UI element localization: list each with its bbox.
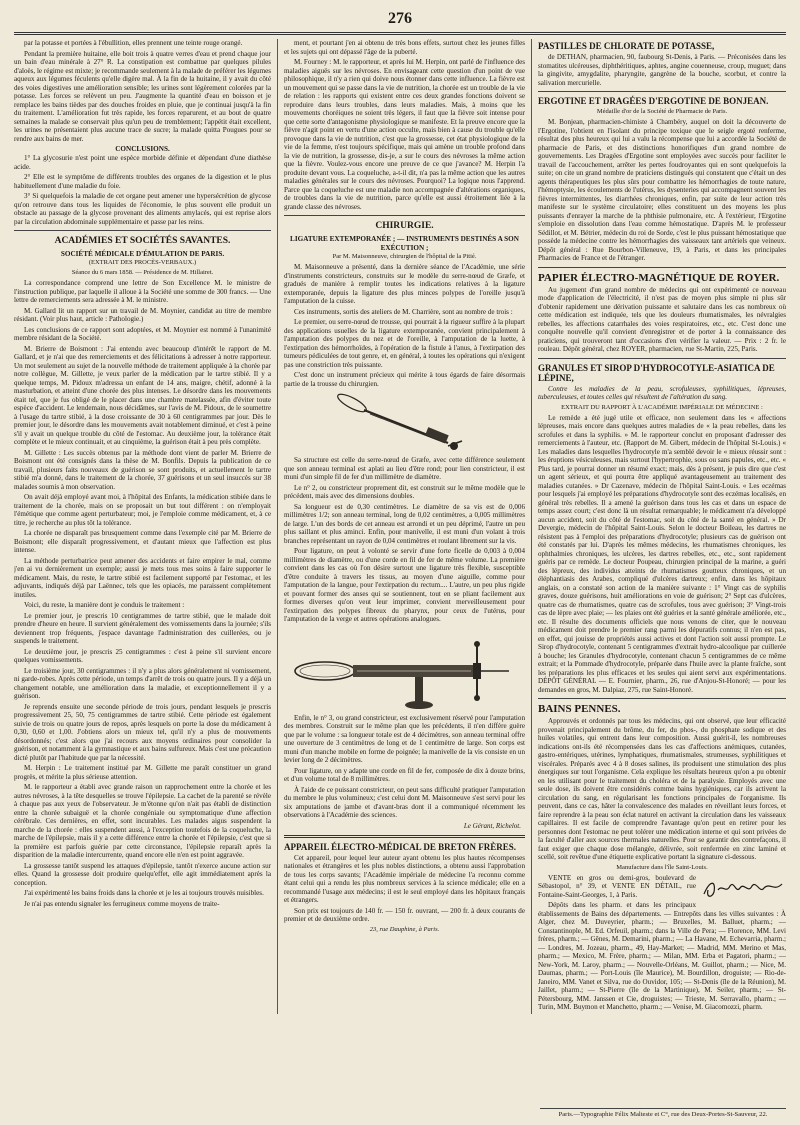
paragraph: Pendant la première huitaine, elle boit trois à quatre verres d'eau et prend chaque jour un bain d'eau minérale à 27° R. La constipation est combattue par quelques pilules d'aloès, le régime est mixte; je recommande seulement à la malade de préférer les légumes aqueux aux légumes féculents qu'elle digère mal. À la fin de la huitaine, il y avait du côté des voies digestives une amélioration sensible; les urines sont légèrement colorées par la potasse. Les forces se relèvent un peu. J'augmente la quantité d'eau en boisson et je remplace les bains tièdes par des douches froides en pluie, que je continuai jusqu'à la fin du traitement. L'amélioration fut très rapide, les forces reparurent, et au bout de quatre semaines la malade se conservait plus qu'un peu de tremblement; l'appétit était excellent, les urines ne présentaient plus aucune trace de sucre; la malade quitta Pougues pour se rendre aux bains de mer. — [14, 49, 271, 143]
session-date: Séance du 6 mars 1858. — Présidence de M. Hillairet. — [71, 269, 214, 276]
ad-breton-body: Cet appareil, pour lequel leur auteur ayant obtenu les plus hautes récompenses nationales et étrangères et les plus nobles distinctions, a obtenu aussi l'approbation de tous les corps savants; l'Académie impériale de médecine l'a reconnu comme étant celui qui a rendu les plus nombreux services à la science médicale; elle en a recommandé l'usage aux médecins; il est le seul employé dans les hôpitaux français et étrangers. — [284, 853, 525, 904]
ad-ergotine-title: ERGOTINE ET DRAGÉES D'ERGOTINE DE BONJEAN. — [538, 96, 769, 106]
paragraph: Pour ligature, on peut à volonté se servir d'une forte ficelle de 0,003 à 0,004 millimètres de diamètre, ou d'une corde en fil de fer de même volume. La première convient dans les cas où l'on désire surtout une ligature très flexible, susceptible d'être conduite à travers les tissus, au moyen d'une aiguille, comme pour l'amputation de la langue, pour l'extirpation du rectum.... L'autre, un peu plus rigide et pouvant former des anses qui se soutiennent, tout en se pliant facilement aux formes diverses qu'on veut leur imprimer, convient merveilleusement pour l'extirpation des polypes fibreux du pharynx, pour ceux de l'utérus, pour l'amputation de la verge et autres opérations analogues. — [284, 547, 525, 623]
paragraph: La correspondance comprend une lettre de Son Excellence M. le ministre de l'instruction publique, par laquelle il alloue à la Société une somme de 300 francs. — Une lettre de remerciements sera adressée à M. le ministre. — [14, 279, 271, 304]
page-number: 276 — [388, 10, 412, 27]
ad-pastilles-title: PASTILLES DE CHLORATE DE POTASSE, — [538, 41, 715, 51]
ad-bains-depots: Dépôts dans les pharm. et dans les principaux établissements de Bains des départements. — Entrepôts dans les villes suivantes : À Alger, chez M. Duveyrier, pharm.; — Bruxelles, M. Balluet, pharm.; — Constantinople, M. Ed. Orfeuil, pharm.; dans la Ville de Pera; — Florence, MM. Levi frères, pharm.; — Gênes, M. Demarini, pharm.; — La Havane, M. Echevarria, pharm.; — Londres, M. Jozeau, pharm., 49, Hay-Market; — Madrid, MM. Merino et Mas, pharm.; — Mexico, M. Frère, pharm.; — Milan, MM. Erba et Pagatori, pharm.; — New-York, M. Laroy, pharm.; — Nouvelle-Orléans, M. Guillot, pharm.; — Nice, M. Daumas, pharm.; — Port-Louis (île Maurice), M. Bourdillon, droguiste; — Rio-de-Janeiro, MM. Vanet et Silva, rue do Ouvidor, 105; — St-Denis (île de la Réunion), M. Jaillet, pharm.; — St-Pierre (île de la Martinique), M. Seiler, pharm.; — St-Pétersbourg, MM. Janssen et Cie, droguistes; — Trieste, M. Serravallo, pharm.; — Turin, MM. Buymon et Manchetto, pharm.; — Venise, M. Giacomozzi, pharm. — [538, 901, 786, 1011]
paragraph: La chorée ne disparaît pas brusquement comme dans l'exemple cité par M. Brierre de Boismont; elle disparaît progressivement, et d'autant mieux que l'affection est plus intense. — [14, 529, 271, 554]
paragraph: Les conclusions de ce rapport sont adoptées, et M. Moynier est nommé à l'unanimité membre résidant de la Société. — [14, 325, 271, 342]
handwritten-signature — [700, 876, 786, 900]
paragraph: Pour ligature, on y adapte une corde en fil de fer, composée de dix à douze brins, et d'un volume total de 8 millimètres. — [284, 766, 525, 783]
divider — [538, 358, 786, 359]
divider — [538, 698, 786, 699]
paragraph: M. le rapporteur a établi avec grande raison un rapprochement entre la chorée et les autres névroses, à la tête desquelles se trouve l'épilepsie. La cachet de la parenté se révèle à chaque pas aux yeux de l'observateur. Je m'étonne qu'on n'ait pas établi de distinction entre la chorée subaiguë et la chorée congéniale ou symptomatique d'une affection cérébrale. Ces dernières, en effet, sont incurables. Les malades aigus suspendent la marche de la chorée : elles suspendent aussi, à l'exception toutefois de la coqueluche, la marche de l'épilepsie, mais il y a cette différence entre la chorée et l'épilepsie, c'est que si la première est parfois guérie par cette circonstance, l'épilepsie reparaît après la disparition de la maladie intercurrente, quand encore elle n'en est point aggravée. — [14, 783, 271, 859]
printer-footer: Paris.—Typographie Félix Malteste et C°, rue des Deux-Portes-St-Sauveur, 22. — [540, 1108, 786, 1119]
ad-granules-subtitle: Contre les maladies de la peau, scrofuleuses, syphilitiques, lépreuses, tuberculeuses, et toutes celles qui résultent de l'altération du sang. — [538, 384, 786, 401]
paragraph: J'ai expérimenté les bains froids dans la chorée et je les ai toujours trouvés nuisibles. — [24, 889, 264, 897]
conclusions-heading: CONCLUSIONS. — [115, 145, 170, 153]
article-author: Par M. Maisonneuve, chirurgien de l'hôpital de la Pitié. — [332, 253, 477, 260]
section-title-chirurgie: CHIRURGIE. — [375, 221, 434, 231]
divider — [284, 835, 525, 838]
ad-pastilles-body: de DETHAN, pharmacien, 90, faubourg St-Denis, à Paris. — Préconisées dans les stomatites ulcéreuses, diphthéritiques, aphtes, angine couenneuse, croup, muguet; dans la gingivite, amygdalite, pharyngite, gangrène de la bouche, scorbut, et contre la salivation mercurielle. — [538, 53, 786, 87]
paragraph: La méthode perturbatrice peut amener des accidents et faire empirer le mal, comme j'en ai vu dernièrement un exemple; aussi je mets tous mes soins à faire supporter le médicament. Mais, du reste, le tartre stibié est facilement supporté par l'estomac, et les adjuvants, indiqués déjà par Laënnec, tels que les opiacés, me paraissent complètement inutiles. — [14, 556, 271, 599]
paragraph: Le premier, ou serre-nœud de trousse, qui pourrait à la rigueur suffire à la plupart des applications usuelles de la ligature extemporanée, convient principalement à l'amputation des polypes du nez et de l'oreille, à l'amputation de la luette, à l'extirpation des hémorrhoïdes, à l'opération de la fistule à l'anus, à l'extirpation des tumeurs pédiculées de tout genre, et, en général, à toutes les opérations qui n'exigent pas une constriction très puissante. — [284, 318, 525, 369]
managing-editor-signature: Le Gérant, Richelot. — [463, 821, 521, 830]
paragraph: Je reprends ensuite une seconde période de trois jours, pendant lesquels je prescris progressivement 25, 50, 75 centigrammes de tartre stibié. Cette période est également suivie de trois ou quatre jours de repos, après lesquels on porte la dose du médicament à 0,30, 0,60 et 1,00. J'obtiens alors un mieux tel, qu'il n'y a plus de mouvements désordonnés; c'est alors que j'ai recours aux moyens ordinaires pour consolider la guérison, et notamment à la gymnastique et aux bains sulfureux. Mais c'est une précaution dicté plutôt par l'habitude que par la nécessité. — [14, 702, 271, 762]
divider — [284, 215, 525, 216]
paragraph: M. Gallard lit un rapport sur un travail de M. Moynier, candidat au titre de membre résidant. (Voir plus haut, article : Pathologie.) — [14, 306, 271, 323]
ad-bains-manufacture: Manufacture dans l'île Saint-Louis. — [616, 863, 708, 871]
divider — [14, 230, 271, 231]
ad-ergotine-award: Médaille d'or de la Société de Pharmacie de Paris. — [596, 108, 728, 115]
ad-bains-sale: VENTE en gros ou demi-gros, boulevard de Sébastopol, n° 39, et VENTE EN DÉTAIL, rue Fontaine-Saint-Georges, 1, à Paris. — [538, 873, 696, 899]
ad-breton-title: APPAREIL ÉLECTRO-MÉDICAL DE BRETON FRÈRES. — [284, 841, 516, 852]
ad-granules-body: Le remède a été jugé utile et efficace, non seulement dans les « affections lépreuses, mais encore dans quelques autres maladies de « la peau rebelles, dans les scrofules et dans la syphilis. » M. le rapporteur conclut en proposant d'adresser des remerciements à l'auteur, etc. (Rapport de M. Gibert, médecin de l'hôpital St-Louis.) « Les maladies dans lesquelles l'hydrocotyle m'a semblé devoir le « mieux réussir sont : les éruptions vésiculeuses, mais surtout l'hypertrophie, sous ou sans papules, etc., etc. « Plus tard, je pourrai donner un résumé exact; mais, dès à présent, je puis dire que c'est un agent sérieux, et qui pourra être appliqué avantageusement au traitement des maladies cutanées. » Dr Cazenave, médecin de l'hôpital Saint-Louis. « Les eczémas pour lesquels j'ai employé les préparations d'hydrocotyle sont des eczémas localisés, en général très rebelles. Il a amené la guérison dans tous les cas et dans un espace de temps assez court; c'est donc là un résultat remarquable; le médicament n'a développé aucun accident, soit du côté de l'estomac, soit du côté de la santé en général. » Dr Devergie, médecin de l'hôpital Saint-Louis. Selon le docteur Boileau, les dartres ne résistent pas à l'emploi des préparations d'hydrocotyle; plusieurs cas de guérison ont été constatés par lui. D'après les mêmes médecins, les rhumatismes chroniques, les ophthalmies chroniques, les ulcères, les dartres rebelles, etc., etc., sont rapidement guéris par ce remède. Le docteur Poupeau, chirurgien principal de la marine, a guéri des lépreux, des individus atteints de rhumatismes goutteux chroniques, et un éléphantiasis des Arabes, compliqué d'ulcères dartreux; enfin, dans les hôpitaux anglais, on a constaté son action de la manière suivante : 1° Vingt cas de syphilis graves, douze guérisons, huit améliorations en voie de guérison; 2° Sept cas d'ulcères, quatre cas de rhumatismes, quatre cas de scrofules, tous avec guérison; 3° Vingt-trois cas de lèpre avec plaie; — les plaies ont été guéries et la santé générale améliorée, etc., etc. Il résulte des documents officiels que nous venons de citer, que le nouveau médicament doit prendre le premier rang parmi les dépuratifs connus; il n'en est pas, en effet, qui jouisse de propriétés aussi actives et dont l'action soit aussi prompte. Le Sirop d'hydrocotyle, contenant 5 centigrammes d'extrait hydro-alcoolique par cuillerée à bouche; les Granules d'hydrocotyle, contenant chacun 5 centigrammes de ce même extrait; et la Pommade d'hydrocotyle, préparée dans l'huile avec la plante fraîche, sont les préparations les plus efficaces et les seules qui aient servi aux expérimentations. DÉPÔT GÉNÉRAL — E. Fournier, pharm., 26, rue d'Anjou-St-Honoré; — pour les demandes en gros, M. Dalpiaz, 275, rue Saint-Honoré. — [538, 413, 786, 694]
paragraph: Le troisième jour, 30 centigrammes : il n'y a plus alors généralement ni vomissement, ni garde-robes. Après cette période, un temps d'arrêt de trois ou quatre jours. Il y a déjà un changement notable, une amélioration dans la maladie, et exceptionnellement il y a guérison. — [14, 666, 271, 700]
paragraph: Sa structure est celle du serre-nœud de Græfe, avec cette différence seulement que son anneau terminal est aplati au lieu d'être rond; pour lien constricteur, il est muni d'un simple fil de fer d'un millimètre de diamètre. — [284, 456, 525, 481]
column-1 — [14, 39, 278, 1014]
paragraph: Voici, du reste, la manière dont je conduis le traitement : — [24, 601, 185, 609]
conclusion-1: 1° La glycosurie n'est point une espèce morbide définie et dépendant d'une diathèse acide. — [14, 154, 271, 171]
paragraph: Enfin, le n° 3, ou grand constricteur, est exclusivement réservé pour l'amputation des membres. Construit sur le même plan que les précédents, il n'en diffère guère que par le volume : sa longueur totale est de 4 décimètres, son anneau terminal offre une ouverture de 3 centimètres de long et de 1 centimètre de large. Son corps est muni d'un manche mobile en forme de poignée; la manivelle de la vis consiste en un levier long de 2 décimètres. — [284, 713, 525, 764]
ad-breton-address: 23, rue Dauphine, à Paris. — [369, 925, 440, 933]
paragraph: par la potasse et portées à l'ébullition, elles prennent une teinte rouge orangé. — [24, 39, 243, 47]
ad-bains-title: BAINS PENNES. — [538, 703, 621, 715]
divider — [538, 91, 786, 92]
ad-bains-body: Approuvés et ordonnés par tous les médecins, qui ont observé, que leur efficacité provenait principalement du brôme, du fer, du phos-, du phosphate sodique et des huiles volatiles, qui entrent dans leur composition. Aussi guérit-il, les nombreuses indications ont-ils été récompensées dans les cas d'affections anémiques, cutanées, gastro-entériques, utérines, lymphatiques, rhumatismales, strumeuses, syphilitiques et viscérales. Préparés avec 4 à 8 doses salines, ils produisent une stimulation des plus énergiques sur tout l'organisme. Cela explique les résultats heureux qu'on a pu obtenir en les utilisant pour le traitement du choléra et de la paralysie. Employés avec une seule dose, ils doivent être considérés comme bains hygiéniques, car ils activent la circulation du sang, en régularisant les fonctions principales de l'organisme. Ils peuvent, dans ce cas, hâter la convalescence des malades en réveillant leurs forces, et faire reprendre à la peau son éclat naturel en activant la circulation dans les vaisseaux capillaires. Il est facile de comprendre l'avantage qu'on peut en retirer pour les personnes dont l'estomac ne peut tolérer une médication interne et qui sont privées de la faculté d'aller aux sources thermales naturelles. Pour se garantir des contrefaçons, il faut exiger que chaque dose mélangée, délivrée, soit renfermée en zinc laminé et scellé, soit revêtue d'une étiquette explicative portant la signature ci-dessous. — [538, 717, 786, 861]
paragraph: M. Brierre de Boismont : J'ai entendu avec beaucoup d'intérêt le rapport de M. Gallard, et je n'ai que des remerciements et des félicitations à adresser à notre rapporteur. Un mot seulement au sujet de la nouvelle méthode de traitement appliquée à la chorée par notre collègue, M. Gillette, je veux parler de la médication par le tartre stibié. Il y a quelque temps, M. Pidoux m'adressa un enfant de 14 ans, maigre, chétif, adonné à la masturbation, et atteint d'une chorée des plus intenses. Le désordre dans les mouvements était tel, que je fus obligé de le placer dans une chambre matelassée, afin d'éviter toute espèce d'accident. Le lendemain, nous décidâmes, sur l'avis de M. Pidoux, de le soumettre à l'usage du tartre stibié, à la dose croissante de 30 à 60 centigrammes par jour. Dès le premier jour, le désordre dans les mouvements avait notablement diminué, et c'est à peine s'il y avait un quelque trouble du côté de l'estomac. Au deuxième jour, la tolérance était complète et le mieux continuait, et au cinquième, la guérison était à peu près complète. — [14, 344, 271, 446]
conclusion-2: 2° Elle est le symptôme de différents troubles des organes de la digestion et le plus habituellement d'une maladie du foie. — [14, 173, 271, 190]
column-2 — [278, 39, 532, 1014]
paragraph: Je n'ai pas entendu signaler les ferrugineux comme moyens de traite- — [24, 899, 220, 908]
ad-breton-price: Son prix est toujours de 140 fr. — 150 fr. ouvrant, — 200 fr. à deux courants de premier et de deuxième ordre. — [284, 906, 525, 923]
article-subtitle: LIGATURE EXTEMPORANÉE ; — INSTRUMENTS DESTINÉS A SON EXÉCUTION ; — [290, 235, 519, 252]
paragraph: C'est donc un instrument précieux qui mérite à tous égards de faire désormais partie de la trousse du chirurgien. — [284, 371, 525, 388]
paragraph: On avait déjà employé avant moi, à l'hôpital des Enfants, la médication stibiée dans le traitement de la chorée, mais on se proposait un but tout différent : on n'employait l'émétique que comme agent perturbateur; moi, je l'emploie comme médicament, et, à ce titre, je recherche au plus tôt la tolérance. — [14, 493, 271, 527]
columns — [14, 39, 786, 1014]
society-note: (EXTRAIT DES PROCÈS-VERBAUX.) — [88, 259, 197, 266]
paragraph: Sa longueur est de 0,30 centimètres. Le diamètre de sa vis est de 0,006 millimètres 1/2; son anneau terminal, long de 0,02 centimètres, a 0,005 millimètres de large. L'un des bords de cet anneau est arrondi et un peu déprimé, l'autre un peu plus saillant et plus aminci. Enfin, pour manivelle, il est muni d'un volant à trois branches représentant un rayon de 0,04 centimètres et roulant librement sur la vis. — [284, 502, 525, 545]
ad-granules-title: GRANULES ET SIROP D'HYDROCOTYLE-ASIATICA DE LÉPINE, — [538, 362, 775, 383]
section-title-academies: ACADÉMIES ET SOCIÉTÉS SAVANTES. — [54, 236, 231, 246]
paragraph: M. Fourney : M. le rapporteur, et après lui M. Herpin, ont parlé de l'influence des maladies aiguës sur les névroses. En envisageant cette question d'un point de vue philosophique, il n'y a rien qui doive nous étonner dans cette influence. La fièvre est un mouvement qui se passe dans la vie de nutrition, la chorée est un trouble de la vie de relation : les rapports qui existent entre ces deux grandes fonctions doivent se reproduire dans leurs troubles, dans leurs maladies. Mais, à moins que les mouvements choréiques ne soient très légers, il faut que la fièvre soit intense pour que cette sorte d'antagonisme physiologique se manifeste. Et la preuve encore que la fièvre n'agit point en vertu d'une action occulte, mais bien à cause du trouble qu'elle provoque dans la vie de nutrition, c'est que la grossesse, cet état physiologique de la vie de la femme, n'est toujours spécifique, mais qui amène un trouble profond dans la vie de nutrition, la grossesse, dis-je, a sur le cours des névroses la même action que la fièvre. Voulez-vous encore une preuve de ce que j'avance? M. Herpin l'a produite devant vous. La coqueluche, a-t-il dit, n'a pas la même action que les autres maladies générales sur le cours des névroses. Pourquoi? La logique nous l'apprend. Parce que la coqueluche est une maladie non accompagnée d'altérations organiques, de troubles dans la vie de nutrition, parce qu'elle est aussi étroitement liée à la grande classe des névroses. — [284, 58, 525, 211]
paragraph: Ces instruments, sortis des ateliers de M. Charrière, sont au nombre de trois : — [294, 307, 513, 316]
conclusion-3: 3° Si quelquefois la maladie de cet organe peut amener une hypersécrétion de glycose qu'on retrouve dans tous les liquides de l'économie, le plus souvent elle produit un obstacle au passage de la glycose provenant des aliments amylacés, qui est reprise alors par la circulation abdominale supplémentaire et passe par les reins. — [14, 192, 271, 226]
paragraph: Le premier jour, je prescris 10 centigrammes de tartre stibié, que le malade doit prendre d'heure en heure. Il survient généralement des vomissements dans la journée; s'ils deviennent trop fréquents, j'espace davantage l'administration des cuillerées, ou je suspends le traitement. — [14, 611, 271, 645]
divider — [538, 267, 786, 268]
ad-papier-title: PAPIER ÉLECTRO-MAGNÉTIQUE DE ROYER. — [538, 271, 780, 284]
paragraph: Le n° 2, ou constricteur proprement dit, est construit sur le même modèle que le précédent, mais avec des dimensions doubles. — [284, 483, 525, 500]
small-constrictor-illustration — [330, 391, 480, 453]
column-3 — [532, 39, 786, 1014]
top-rule — [14, 32, 786, 35]
paragraph: La grossesse tantôt suspend les attaques d'épilepsie, tantôt n'exerce aucune action sur elles. Quand la grossesse doit produire quelqu'effet, elle agit immédiatement après la conception. — [14, 861, 271, 887]
paragraph: M. Herpin : Le traitement institué par M. Gillette me paraît constituer un grand progrès, et mérite la plus sérieuse attention. — [14, 764, 271, 781]
paragraph: M. Maisonneuve a présenté, dans la dernière séance de l'Académie, une série d'instruments constricteurs, construits sur le modèle du serre-nœud de Græfe, et gradués de manière à remplir toutes les indications relatives à la ligature extemporanée, depuis la ligature des plus minces polypes de l'oreille jusqu'à l'amputation de la cuisse. — [284, 263, 525, 305]
ad-papier-body: Au jugement d'un grand nombre de médecins qui ont expérimenté ce nouveau mode d'application de l'électricité, il n'est pas de moyen plus simple ni plus sûr d'obtenir rapidement une dérivation puissante et salutaire dans les cas nombreux où cette médication est indiquée, tels que les douleurs rhumatismales, les névralgies rebelles, les affections catarrhales des voies respiratoires, etc., etc. C'est donc une conquête nouvelle qu'il convient d'enregistrer et de porter à la connaissance des praticiens, qui trouveront tant d'occasions d'en vérifier la valeur. — Prix : 2 fr. le rouleau. Dépôt général, chez ROYER, pharmacien, rue St-Martin, 225, Paris. — [538, 285, 786, 353]
paragraph: ment, et pourtant j'en ai obtenu de très bons effets, surtout chez les jeunes filles et les sujets qui ont dépassé l'âge de la puberté. — [284, 39, 525, 56]
paragraph: Le deuxième jour, je prescris 25 centigrammes : c'est à peine s'il survient encore quelques vomissements. — [14, 647, 271, 664]
ad-ergotine-body: M. Bonjean, pharmacien-chimiste à Chambéry, auquel on doit la découverte de l'Ergotine, l'obtient en l'isolant du principe toxique que le seigle ergoté renferme, résultat des plus heureux qui lui a valu la récompense que lui a accordée la Société de pharmacie de Paris, et des distinctions honorifiques d'un grand nombre de gouvernements. Les Dragées d'Ergotine sont employées avec succès pour faciliter le travail de l'accouchement, arrêter les pertes foudroyantes qui en sont quelquefois la suite; on cite un grand nombre de praticiens distingués qui constatent que c'était un des agents thérapeutiques les plus sûrs pour combattre les hémorrhagies de toute nature, l'hémoptysie, les écoulements de l'utérus, les dysenteries qui accompagnent souvent les fièvres intermittentes, les diarrhées chroniques, enfin, par suite de leur action très manifeste sur le système circulatoire; elles constituent un des moyens les plus puissants d'enrayer la marche de la phthisie pulmonaire, etc. À l'extérieur, l'Ergotine s'emploie en dissolution dans l'eau comme hémostatique. D'après M. le professeur Sédillot, et M. Bétrier, médecin du roi de Sorde, c'est le plus puissant hémostatique que possède la médecine contre les hémorrhagies des vaisseaux tant artériels que veineux. Dépôt général : Rue Bourbon-Villeneuve, 19, à Paris, et dans les principales Pharmacies de France et de l'étranger. — [538, 118, 786, 262]
paragraph: À l'aide de ce puissant constricteur, on peut sans difficulté pratiquer l'amputation du membre le plus volumineux; c'est celui dont M. Maisonneuve s'est servi pour les six amputations de jambe et d'avant-bras dont il a communiqué récemment les observations à l'Académie des sciences. — [284, 785, 525, 819]
society-title: SOCIÉTÉ MÉDICALE D'ÉMULATION DE PARIS. — [60, 250, 225, 258]
large-constrictor-illustration — [285, 627, 525, 711]
ad-granules-extract-heading: EXTRAIT DU RAPPORT À L'ACADÉMIE IMPÉRIALE DE MÉDECINE : — [561, 403, 763, 411]
paragraph: M. Gillette : Les succès obtenus par la méthode dont vient de parler M. Brierre de Boismont ont été consignés dans la thèse de M. Bonfils. Depuis la publication de ce travail, plusieurs faits nouveaux de guérison se sont produits, et actuellement le tartre stibié m'a donné, dans le traitement de la chorée, 37 guérisons et un seul insuccès sur 38 malades soumis à mon observation. — [14, 448, 271, 491]
